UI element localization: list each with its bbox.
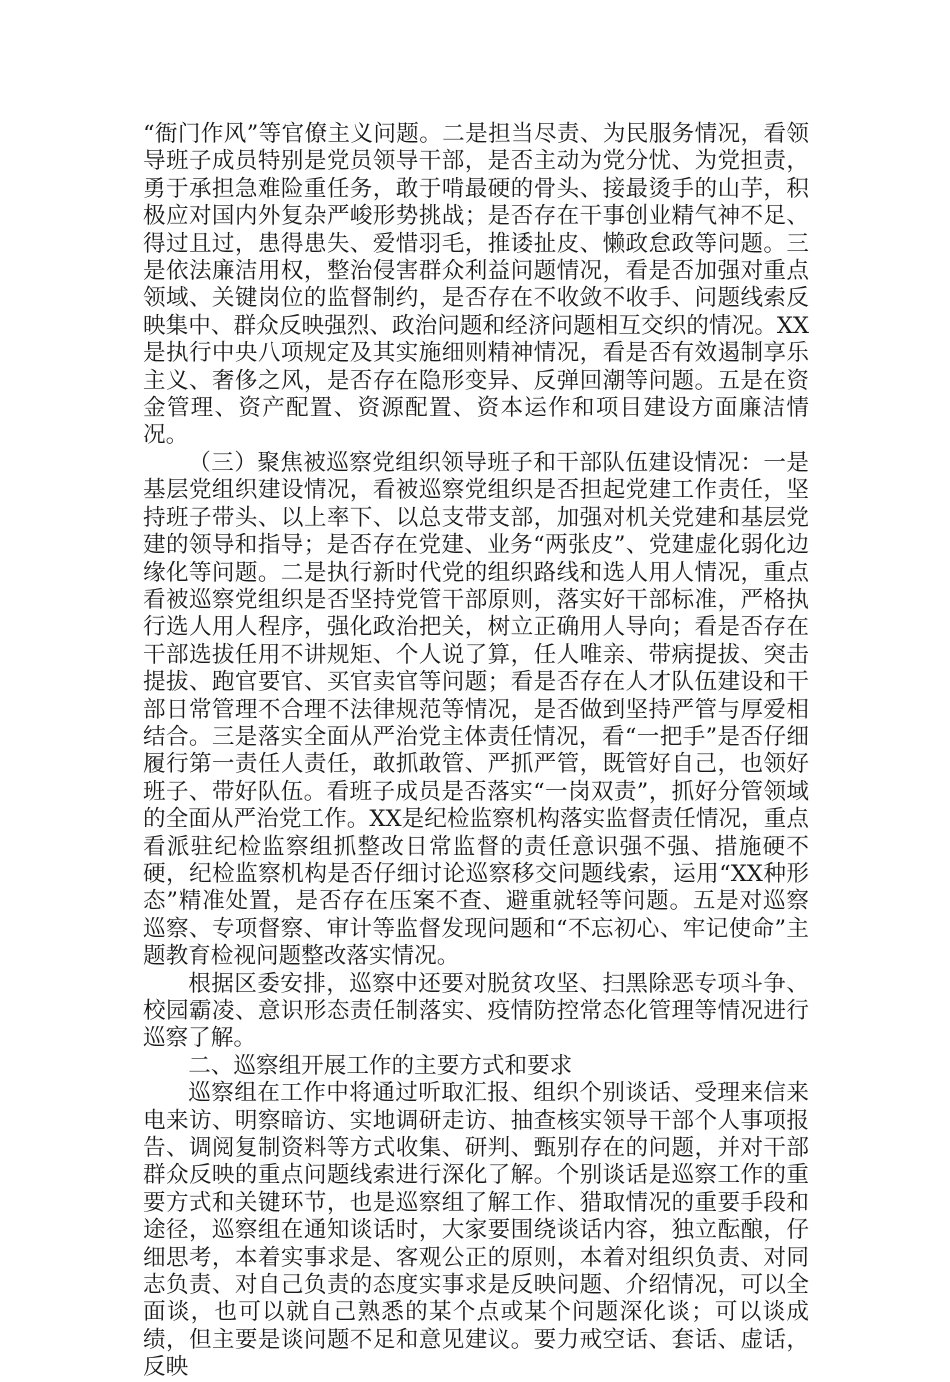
document-body <box>143 121 809 1382</box>
paragraph-continuation: “衙门作风”等官僚主义问题。二是担当尽责、为民服务情况，看领导班子成员特别是党员领导干部，是否主动为党分忧、为党担责，勇于承担急难险重任务，敢于啃最硬的骨头、接最烫手的山芋，积极应对国内外复杂严峻形势挑战；是否存在干事创业精气神不足、得过且过，患得患失、爱惜羽毛，推诿扯皮、懒政怠政等问题。三是依法廉洁用权，整治侵害群众利益问题情况，看是否加强对重点领域、关键岗位的监督制约，是否存在不收敛不收手、问题线索反映集中、群众反映强烈、政治问题和经济问题相互交织的情况。XX是执行中央八项规定及其实施细则精神情况，看是否有效遏制享乐主义、奢侈之风，是否存在隐形变异、反弹回潮等问题。五是在资金管理、资产配置、资源配置、资本运作和项目建设方面廉洁情况。 <box>143 121 809 449</box>
paragraph-working-methods: 巡察组在工作中将通过听取汇报、组织个别谈话、受理来信来电来访、明察暗访、实地调研走访、抽查核实领导干部个人事项报告、调阅复制资料等方式收集、研判、甄别存在的问题，并对干部群众反映的重点问题线索进行深化了解。个别谈话是巡察工作的重要方式和关键环节，也是巡察组了解工作、猎取情况的重要手段和途径，巡察组在通知谈话时，大家要围绕谈话内容，独立酝酿，仔细思考，本着实事求是、客观公正的原则，本着对组织负责、对同志负责、对自己负责的态度实事求是反映问题、介绍情况，可以全面谈，也可以就自己熟悉的某个点或某个问题深化谈；可以谈成绩，但主要是谈问题不足和意见建议。要力戒空话、套话、虚话，反映 <box>143 1080 809 1381</box>
paragraph-section-three: （三）聚焦被巡察党组织领导班子和干部队伍建设情况：一是基层党组织建设情况，看被巡察党组织是否担起党建工作责任，坚持班子带头、以上率下、以总支带支部，加强对机关党建和基层党建的领导和指导；是否存在党建、业务“两张皮”、党建虚化弱化边缘化等问题。二是执行新时代党的组织路线和选人用人情况，重点看被巡察党组织是否坚持党管干部原则，落实好干部标准，严格执行选人用人程序，强化政治把关，树立正确用人导向；看是否存在干部选拔任用不讲规矩、个人说了算，任人唯亲、带病提拔、突击提拔、跑官要官、买官卖官等问题；看是否存在人才队伍建设和干部日常管理不合理不法律规范等情况，是否做到坚持严管与厚爱相结合。三是落实全面从严治党主体责任情况，看“一把手”是否仔细履行第一责任人责任，敢抓敢管、严抓严管，既管好自己，也领好班子、带好队伍。看班子成员是否落实“一岗双责”，抓好分管领域的全面从严治党工作。XX是纪检监察机构落实监督责任情况，重点看派驻纪检监察组抓整改日常监督的责任意识强不强、措施硬不硬，纪检监察机构是否仔细讨论巡察移交问题线索，运用“XX种形态”精准处置，是否存在压案不查、避重就轻等问题。五是对巡察巡察、专项督察、审计等监督发现问题和“不忘初心、牢记使命”主题教育检视问题整改落实情况。 <box>143 449 809 970</box>
paragraph-district-arrangement: 根据区委安排，巡察中还要对脱贫攻坚、扫黑除恶专项斗争、校园霸凌、意识形态责任制落实、疫情防控常态化管理等情况进行巡察了解。 <box>143 970 809 1052</box>
section-heading-two: 二、巡察组开展工作的主要方式和要求 <box>188 1052 573 1079</box>
